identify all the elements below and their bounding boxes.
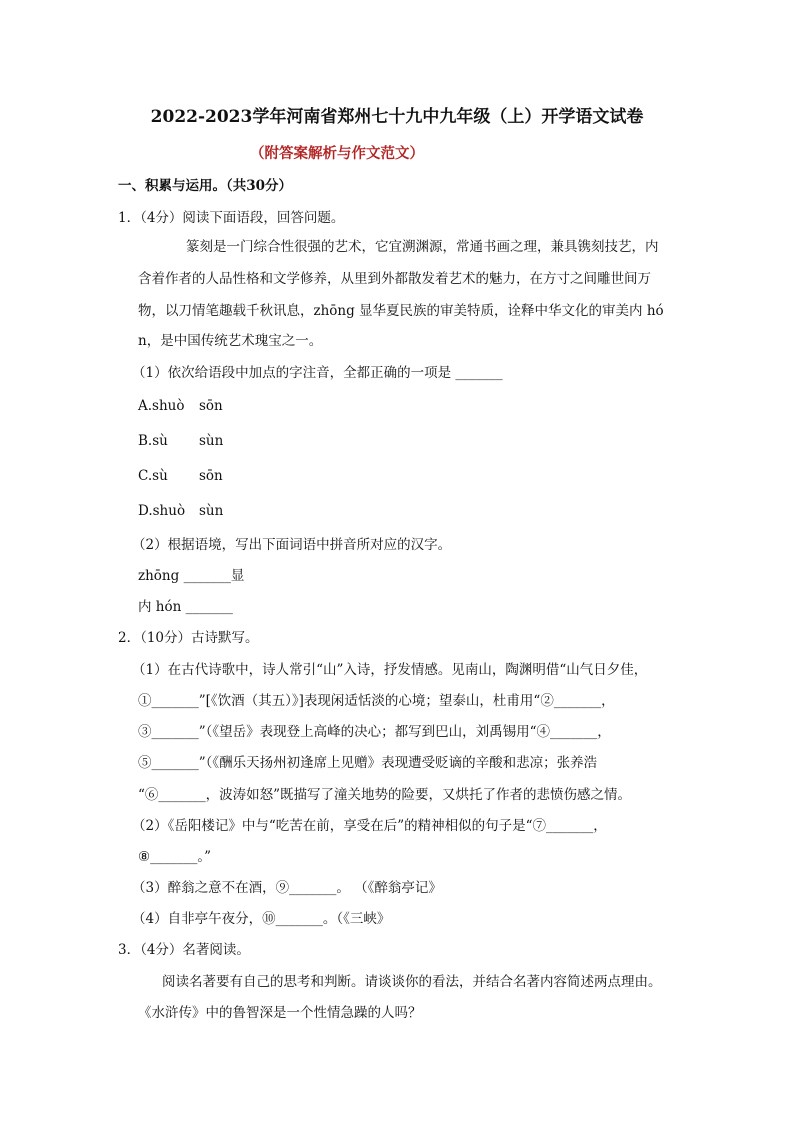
poem-line: ③_______”（《望岳》表现登上高峰的决心；都写到巴山，刘禹锡用“④_______， (138, 724, 611, 740)
option-c-pinyin: sōn (199, 468, 223, 484)
poem-line: （1）在古代诗歌中，诗人常引“山”入诗，抒发情感。见南山，陶渊明借“山气日夕佳， (132, 662, 648, 678)
poem-line: （3）醉翁之意不在酒，⑨_______。 （《醉翁亭记》 (132, 880, 442, 896)
poem-line: ⑧_______。” (138, 849, 212, 865)
poem-line: ①_______”[《饮酒（其五）》]表现闲适恬淡的心境；望泰山，杜甫用“②_______， (138, 693, 615, 709)
passage-line: n，是中国传统艺术瑰宝之一。 (138, 333, 323, 349)
option-a-label: A.shuò (138, 398, 185, 414)
question-3-heading: 3．（4分）名著阅读。 (118, 942, 250, 958)
poem-line: （2）《岳阳楼记》中与“吃苦在前，享受在后”的精神相似的句子是“⑦_______， (132, 818, 607, 834)
option-b-label: B.sù (138, 433, 168, 449)
question-3-line: 阅读名著要有自己的思考和判断。请谈谈你的看法，并结合名著内容简述两点理由。 (162, 974, 662, 990)
question-2-heading: 2．（10分）古诗默写。 (118, 630, 259, 646)
question-1-heading: 1．（4分）阅读下面语段，回答问题。 (118, 210, 345, 226)
poem-line: ⑤_______”（《酬乐天扬州初逢席上见赠》表现遭受贬谪的辛酸和悲凉；张养浩 (138, 755, 598, 771)
section-heading: 一、积累与运用。（共30分） (118, 178, 293, 194)
passage-line: 含着作者的人品性格和文学修养，从里到外都散发着艺术的魅力，在方寸之间雕世间万 (138, 271, 651, 287)
fill-blank-2: 内 hón _______ (138, 599, 233, 615)
option-b-pinyin: sùn (199, 433, 224, 449)
page-title: 2022-2023学年河南省郑州七十九中九年级（上）开学语文试卷 (150, 107, 644, 127)
sub-question-1: （1）依次给语段中加点的字注音，全都正确的一项是 _______ (132, 365, 503, 381)
option-a-pinyin: sōn (199, 398, 223, 414)
question-3-line: 《水浒传》中的鲁智深是一个性情急躁的人吗？ (138, 1005, 422, 1021)
sub-question-2: （2）根据语境，写出下面词语中拼音所对应的汉字。 (132, 537, 452, 553)
passage-line: 物，以刀情笔趣载千秋讯息，zhōng 显华夏民族的审美特质，诠释中华文化的审美内 hó (138, 303, 664, 319)
passage-line: 篆刻是一门综合性很强的艺术，它宜溯渊源，常通书画之理，兼具镌刻技艺，内 (186, 239, 659, 255)
page-subtitle: （附答案解析与作文范文） (250, 145, 424, 162)
fill-blank-1: zhōng _______显 (138, 568, 245, 584)
option-d-pinyin: sùn (199, 503, 224, 519)
option-c-label: C.sù (138, 468, 168, 484)
poem-line: “⑥_______，波涛如怒”既描写了潼关地势的险要，又烘托了作者的悲愤伤感之情。 (138, 787, 632, 803)
option-d-label: D.shuò (138, 503, 186, 519)
poem-line: （4）自非亭午夜分，⑩_______。（《三峡》 (132, 911, 391, 927)
